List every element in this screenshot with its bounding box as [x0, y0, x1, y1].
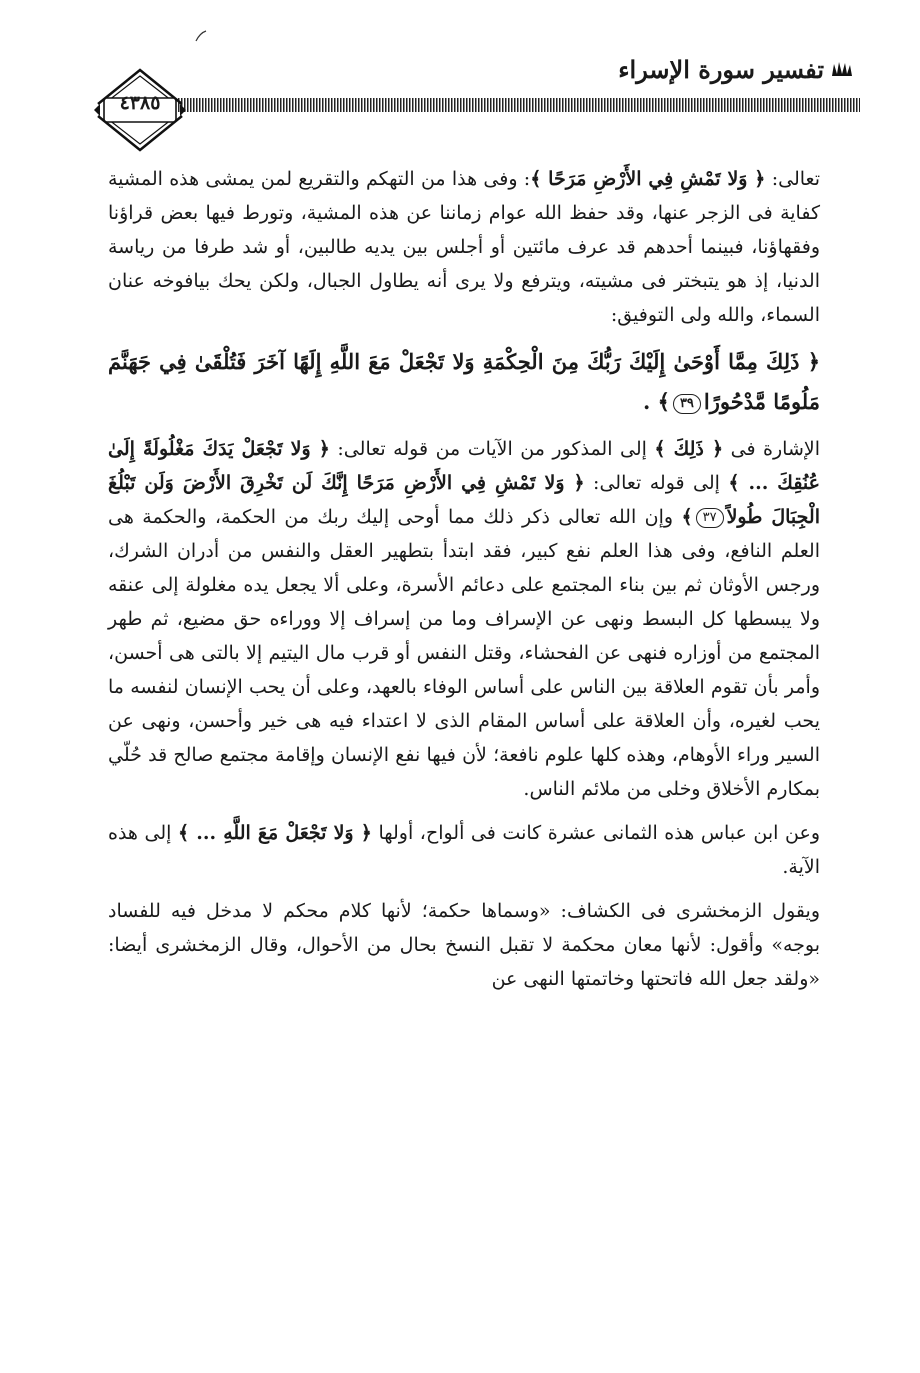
verse-number-marker: ٣٧: [696, 508, 724, 528]
pen-mark-icon: [194, 30, 208, 42]
text-segment: الإشارة فى: [723, 438, 821, 460]
text-segment: وإن الله تعالى ذكر ذلك مما أوحى إليك ربك من الحكمة، والحكمة هى العلم النافع، وفى هذا العلم نفع كبير، فقد ابتدأ بتطهير العقل والنفس من أدران الشرك، ورجس الأوثان ثم بين بناء المجتمع على دعائم الأسرة، وعلى ألا يجعل يده مغلولة إلى عنقه ولا يبسطها كل البسط ونهى عن الإسراف وما من إسراف إلا ووراءه حق مضيع، ثم طهر المجتمع من أوزاره فنهى عن الفحشاء، وقتل النفس أو قرب مال اليتيم إلا بالتى هى أحسن، وأمر بأن تقوم العلاقة بين الناس على أساس الوفاء بالعهد، وعلى أن يحب الإنسان لنفسه ما يحب لغيره، وأن العلاقة على أساس المقام الذى لا اعتداء فيه هى خير وأحسن، ونهى عن السير وراء الأوهام، وهذه كلها علوم نافعة؛ لأن فيها نفع الإنسان وإقامة مجتمع صالح قد حُلّي بمكارم الأخلاق وخلى من ملائم الناس.: [108, 506, 820, 800]
page-number: ٤٣٨٥: [119, 92, 161, 114]
quran-quote: ﴿ وَلا تَمْشِ فِي الأَرْضِ مَرَحًا إِنَّكَ لَن تَخْرِقَ الأَرْضَ وَلَن تَبْلُغَ الْجِبَالَ طُولاً: [108, 472, 820, 528]
page-body-text: [108, 162, 820, 996]
quran-quote: ﴿ ذَلِكَ مِمَّا أَوْحَىٰ إِلَيْكَ رَبُّكَ مِنَ الْحِكْمَةِ وَلا تَجْعَلْ مَعَ اللَّهِ إِلَهًا آخَرَ فَتُلْقَىٰ فِي جَهَنَّمَ مَلُومًا مَّدْحُورًا: [108, 349, 820, 414]
commentary-paragraph: [108, 894, 820, 996]
header-ornament-icon: [830, 60, 854, 78]
text-segment: تعالى:: [765, 168, 820, 190]
quran-quote: ﴾ .: [643, 389, 670, 414]
running-header-title: تفسير سورة الإسراء: [618, 55, 824, 84]
text-segment: : وفى هذا من التهكم والتقريع لمن يمشى هذه المشية كفاية فى الزجر عنها، وقد حفظ الله عوام زماننا عن هذه المشية، وتورط فيها بعض قراؤنا وفقهاؤنا، فبينما أحدهم قد عرف مائتين أو أجلس بين يديه طالبين، أو شد طرفا من رياسة الدنيا، إذ هو يتبختر فى مشيته، ويترفع ولا يرى أنه يطاول الجبال، ولكن يحك بيافوخه عنان السماء، والله ولى التوفيق:: [108, 168, 820, 326]
commentary-paragraph: [108, 432, 820, 806]
quran-quote: ﴿ وَلا تَمْشِ فِي الأَرْضِ مَرَحًا ﴾: [530, 168, 766, 190]
text-segment: وعن ابن عباس هذه الثمانى عشرة كانت فى ألواح، أولها: [371, 822, 820, 844]
header-rule: [178, 98, 860, 112]
text-segment: إلى قوله تعالى:: [584, 472, 729, 494]
commentary-paragraph: [108, 162, 820, 332]
quran-verse-paragraph: [108, 342, 820, 422]
quran-quote: ﴿ وَلا تَجْعَلْ يَدَكَ مَغْلُولَةً إِلَىٰ عُنُقِكَ ... ﴾: [108, 438, 820, 494]
text-segment: إلى المذكور من الآيات من قوله تعالى:: [329, 438, 655, 460]
quran-quote: ﴿ وَلا تَجْعَلْ مَعَ اللَّهِ ... ﴾: [177, 822, 372, 844]
text-segment: ويقول الزمخشرى فى الكشاف: «وسماها حكمة؛ لأنها كلام محكم لا مدخل فيه للفساد بوجه» وأقول: لأنها معان محكمة لا تقبل النسخ بحال من الأحوال، وقال الزمخشرى أيضا: «ولقد جعل الله فاتحتها وخاتمتها النهى عن: [108, 900, 820, 990]
verse-number-marker: ٣٩: [673, 394, 701, 414]
quran-quote: ﴿ ذَلِكَ ﴾: [654, 438, 724, 460]
text-segment: إلى هذه الآية.: [108, 822, 820, 878]
quran-quote: ﴾: [681, 506, 693, 528]
commentary-paragraph: [108, 816, 820, 884]
